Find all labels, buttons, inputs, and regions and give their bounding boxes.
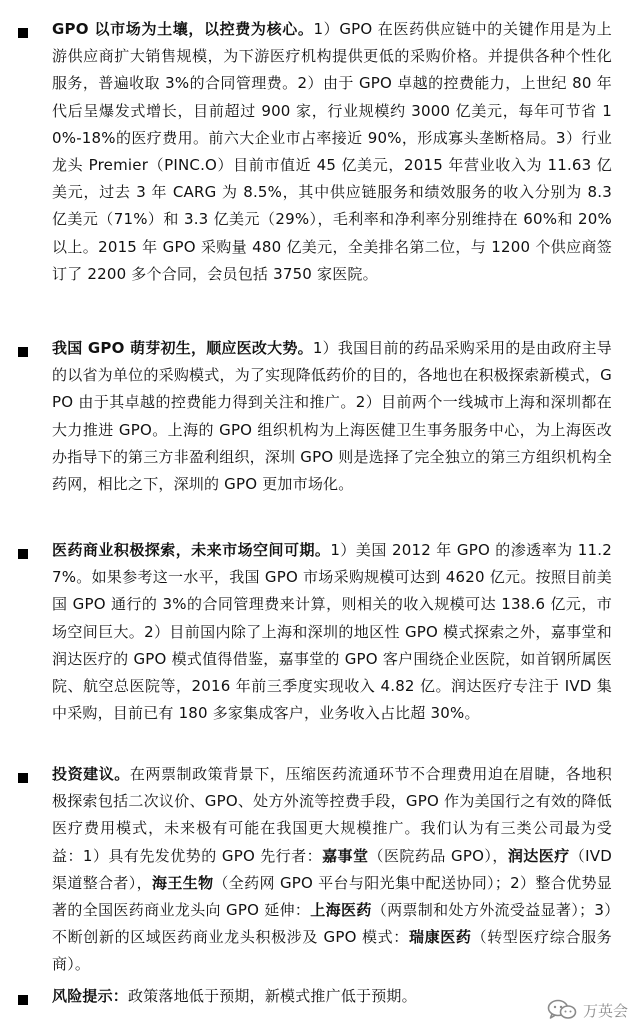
section-heading: 我国 GPO 萌芽初生，顺应医改大势。 (52, 339, 313, 357)
company-name: 嘉事堂 (322, 846, 369, 865)
company-name: 海王生物 (152, 873, 214, 892)
section-heading: 风险提示： (52, 987, 129, 1005)
section-body-part: 在两票制政策背景下，压缩医药流通环节不合理费用迫在眉睫，各地积极探索包括二次议价、GPO、处方外流等控费手段，GPO 作为美国行之有效的降低医疗费用模式，未来极有可能在我国更大规模推广。我们认为有三类公司最为受益：1）具有先发优势的 GPO 先行者： (52, 765, 612, 865)
section-body-part: （全药网 GPO 平台与阳光集中配送协同）；2）整合优势显著的全国医药商业龙头向 GPO 延伸： (52, 873, 612, 920)
wechat-icon (547, 999, 577, 1021)
section-paragraph (52, 335, 612, 498)
section-heading: GPO 以市场为土壤，以控费为核心。 (52, 20, 314, 38)
company-name: 上海医药 (310, 901, 372, 920)
section-body: 政策落地低于预期，新模式推广低于预期。 (128, 987, 417, 1005)
company-name: 润达医疗 (507, 846, 570, 865)
section-heading: 医药商业积极探索，未来市场空间可期。 (52, 541, 331, 559)
section-body: 1）我国目前的药品采购采用的是由政府主导的以省为单位的采购模式，为了实现降低药价的目的，各地也在积极探索新模式，GPO 由于其卓越的控费能力得到关注和推广。2）目前两个一线城市上海和深圳都在大力推进 GPO。上海的 GPO 组织机构为上海医健卫生事务服务中心，为上海医改办指导下的第三方非盈利组织，深圳 GPO 则是选择了完全独立的第三方组织机构全药网，相比之下，深圳的 GPO 更加市场化。 (52, 339, 612, 494)
bullet-square-icon (18, 773, 28, 783)
bullet-square-icon (18, 28, 28, 38)
section-body-part: （两票制和处方外流受益显著）；3）不断创新的区域医药商业龙头积极涉及 GPO 模式： (52, 901, 612, 947)
bullet-square-icon (18, 549, 28, 559)
section-paragraph (52, 761, 612, 979)
section-heading: 投资建议。 (52, 765, 130, 783)
section-paragraph (52, 537, 612, 727)
section-paragraph (52, 983, 612, 1010)
section-body-part: （转型医疗综合服务商）。 (52, 928, 612, 974)
bullet-square-icon (18, 995, 28, 1005)
section-body-part: （医院药品 GPO）， (368, 846, 508, 865)
section-body: 1）GPO 在医药供应链中的关键作用是为上游供应商扩大销售规模，为下游医疗机构提供更低的采购价格。并提供各种个性化服务，普遍收取 3%的合同管理费。2）由于 GPO 卓越的控费能力，上世纪 80 年代后呈爆发式增长，目前超过 900 家，行业规模约 3000 亿美元，每年可节省 10%-18%的医疗费用。前六大企业市占率接近 90%，形成寡头垄断格局。3）行业龙头 Premier（PINC.O）目前市值近 45 亿美元，2015 年营业收入为 11.63 亿美元，过去 3 年 CARG 为 8.5%，其中供应链服务和绩效服务的收入分别为 8.3 亿美元（71%）和 3.3 亿美元（29%），毛利率和净利率分别维持在 60%和 20%以上。2015 年 GPO 采购量 480 亿美元，全美排名第二位，与 1200 个供应商签订了 2200 多个合同，会员包括 3750 家医院。 (52, 20, 612, 283)
watermark-text: 万英会 (582, 1001, 628, 1020)
section-body-part: （IVD 渠道整合者）， (52, 846, 613, 892)
company-name: 瑞康医药 (408, 928, 472, 947)
watermark (547, 999, 628, 1021)
bullet-square-icon (18, 347, 28, 357)
section-body: 1）美国 2012 年 GPO 的渗透率为 11.27%。如果参考这一水平，我国 GPO 市场采购规模可达到 4620 亿元。按照目前美国 GPO 通行的 3%的合同管理费来计算，则相关的收入规模可达 138.6 亿元，市场空间巨大。2）目前国内除了上海和深圳的地区性 GPO 模式探索之外，嘉事堂和润达医疗的 GPO 模式值得借鉴，嘉事堂的 GPO 客户围绕企业医院，如首钢所属医院、航空总医院等，2016 年前三季度实现收入 4.82 亿。润达医疗专注于 IVD 集中采购，目前已有 180 多家集成客户，业务收入占比超 30%。 (52, 541, 612, 723)
section-paragraph (52, 16, 612, 288)
